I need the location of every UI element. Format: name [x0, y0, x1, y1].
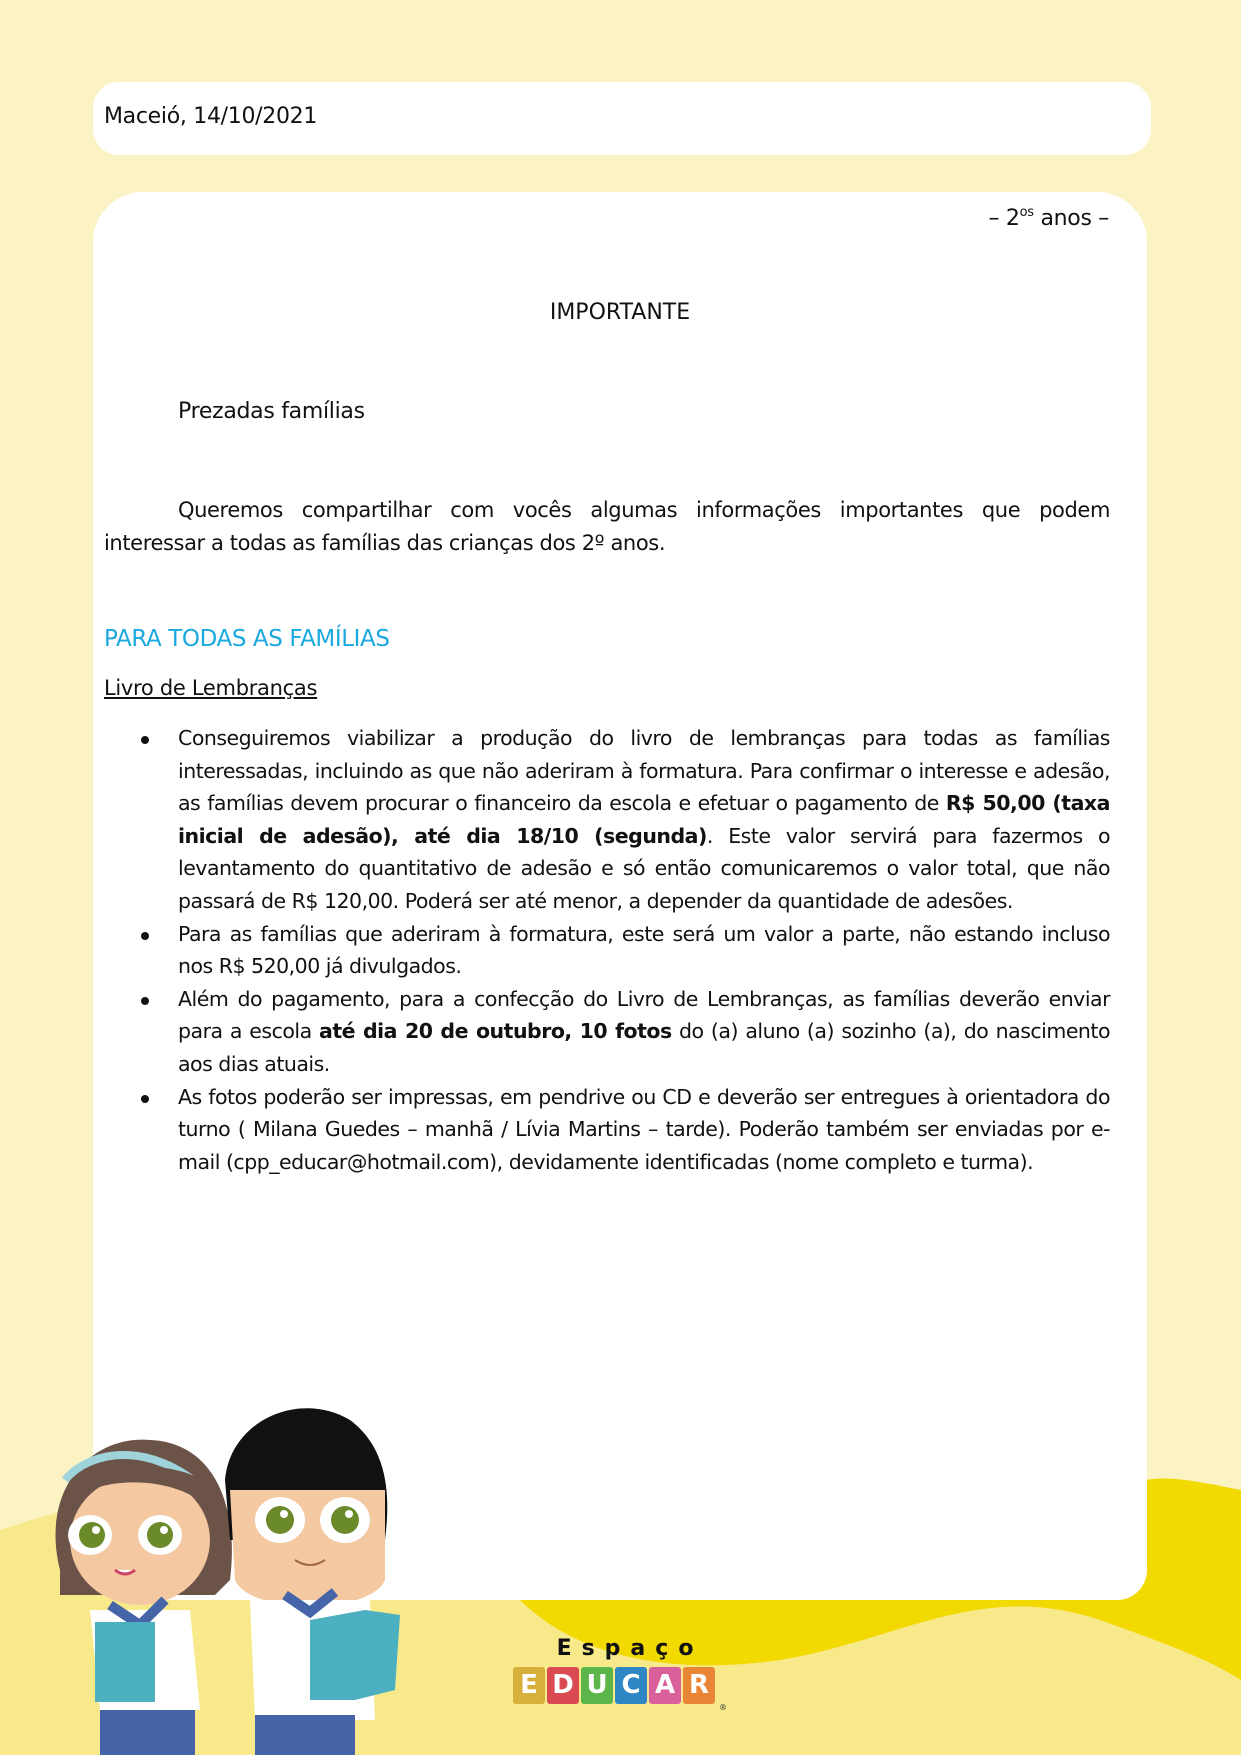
page-title: IMPORTANTE: [549, 300, 691, 325]
registered-mark: ®: [719, 1703, 727, 1712]
bullet-icon: [141, 736, 149, 744]
bullet-text: . Este valor servirá para fazermos o levantamento do quantitativo de adesão e só então comunicaremos o valor total, que não passará de R$ 120,00. Poderá ser até menor, a depender da quantidade de adesões.: [178, 823, 1110, 913]
logo-top-word: Espaço: [556, 1636, 704, 1661]
bullet-text: Para as famílias que aderiram à formatura, este será um valor a parte, não estando incluso nos R$ 520,00 já divulgados.: [178, 921, 1110, 979]
bullet-text: As fotos poderão ser impressas, em pendrive ou CD e deverão ser entregues à orientadora do turno ( Milana Guedes – manhã / Lívia Martins – tarde). Poderão também ser enviadas por e-mail (cpp_educar@hotmail.com), devidamente identificadas (nome completo e turma).: [178, 1084, 1110, 1174]
intro-paragraph: Queremos compartilhar com vocês algumas informações importantes que podem interessar a todas as famílias das crianças dos 2º anos.: [104, 498, 1110, 555]
date-line: Maceió, 14/10/2021: [104, 104, 318, 129]
boy-figure: [225, 1408, 400, 1755]
bullet-icon: [141, 1095, 149, 1103]
section-heading: PARA TODAS AS FAMÍLIAS: [104, 626, 390, 652]
date-header-box: [93, 82, 1151, 155]
bullet-icon: [141, 932, 149, 940]
logo-letter-tile: D: [547, 1667, 579, 1704]
bullet-bold-text: R$ 50,00 (taxa inicial de adesão), até dia 18/10 (segunda): [178, 791, 1110, 848]
grade-prefix: – 2: [988, 206, 1020, 231]
bullet-text: Conseguiremos viabilizar a produção do livro de lembranças para todas as famílias interessadas, incluindo as que não aderiram à formatura. Para confirmar o interesse e adesão, as famílias devem procurar o financeiro da escola e efetuar o pagamento de: [178, 726, 1110, 816]
list-item: [104, 1081, 1110, 1179]
list-item: [104, 983, 1110, 1081]
bullet-list: [104, 722, 1110, 1178]
logo-tiles: [513, 1667, 723, 1704]
logo-letter-tile: A: [649, 1667, 681, 1704]
bullet-icon: [141, 997, 149, 1005]
grade-label: [989, 205, 1109, 231]
children-illustration: [0, 1380, 420, 1755]
bullet-text: do (a) aluno (a) sozinho (a), do nascimento aos dias atuais.: [178, 1019, 1111, 1076]
logo-letter-tile: E: [513, 1667, 545, 1704]
girl-figure: [56, 1440, 232, 1755]
espaco-educar-logo: [513, 1636, 727, 1712]
logo-letter-tile: C: [615, 1667, 647, 1704]
list-item: [104, 722, 1110, 918]
logo-letter-tile: R: [683, 1667, 715, 1704]
bullet-bold-text: até dia 20 de outubro, 10 fotos: [318, 1019, 672, 1044]
logo-letter-tile: U: [581, 1667, 613, 1704]
grade-superscript: os: [1019, 205, 1034, 220]
greeting: Prezadas famílias: [178, 399, 365, 424]
bullet-text: Além do pagamento, para a confecção do Livro de Lembranças, as famílias deverão enviar para a escola: [178, 986, 1110, 1044]
list-item: [104, 918, 1110, 983]
subsection-heading: Livro de Lembranças: [104, 676, 318, 700]
grade-suffix: anos –: [1033, 206, 1109, 231]
